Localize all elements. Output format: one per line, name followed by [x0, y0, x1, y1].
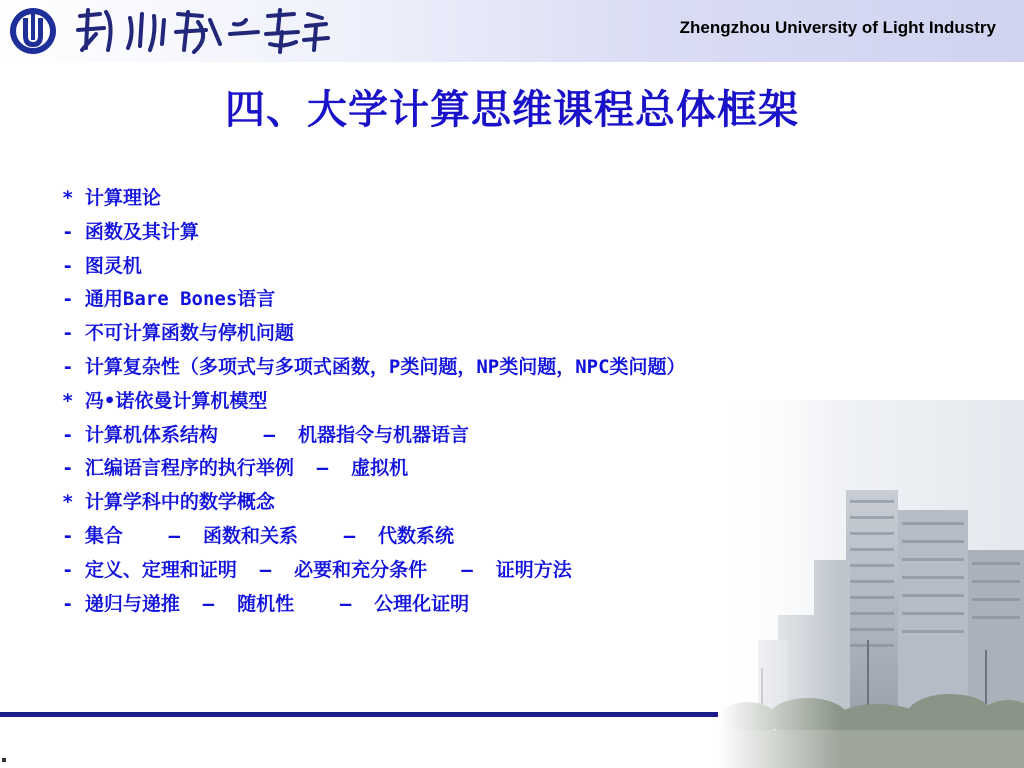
- list-item: - 汇编语言程序的执行举例 – 虚拟机: [62, 457, 409, 480]
- university-name: Zhengzhou University of Light Industry: [679, 18, 996, 37]
- list-item: - 不可计算函数与停机问题: [62, 322, 294, 345]
- list-item: - 通用Bare Bones语言: [62, 288, 276, 311]
- corner-mark: [2, 758, 6, 762]
- page-title: 四、大学计算思维课程总体框架: [225, 87, 799, 133]
- header-band: [0, 0, 1024, 62]
- calligraphy-logo: [70, 4, 340, 58]
- course-outline-list: [62, 182, 686, 621]
- list-item: * 冯•诺依曼计算机模型: [62, 389, 268, 412]
- list-item: - 计算复杂性（多项式与多项式函数，P类问题，NP类问题，NPC类问题）: [62, 355, 686, 378]
- list-item: - 定义、定理和证明 – 必要和充分条件 – 证明方法: [62, 558, 572, 581]
- list-item: - 函数及其计算: [62, 220, 199, 243]
- list-item: * 计算理论: [62, 187, 161, 209]
- campus-building-image: [718, 400, 1024, 768]
- list-item: - 计算机体系结构 – 机器指令与机器语言: [62, 423, 469, 446]
- university-logo-icon: [6, 6, 60, 56]
- list-item: - 递归与递推 – 随机性 – 公理化证明: [62, 592, 470, 615]
- list-item: - 集合 – 函数和关系 – 代数系统: [62, 524, 455, 547]
- list-item: - 图灵机: [62, 254, 142, 277]
- list-item: * 计算学科中的数学概念: [62, 491, 275, 514]
- bottom-divider: [0, 712, 718, 717]
